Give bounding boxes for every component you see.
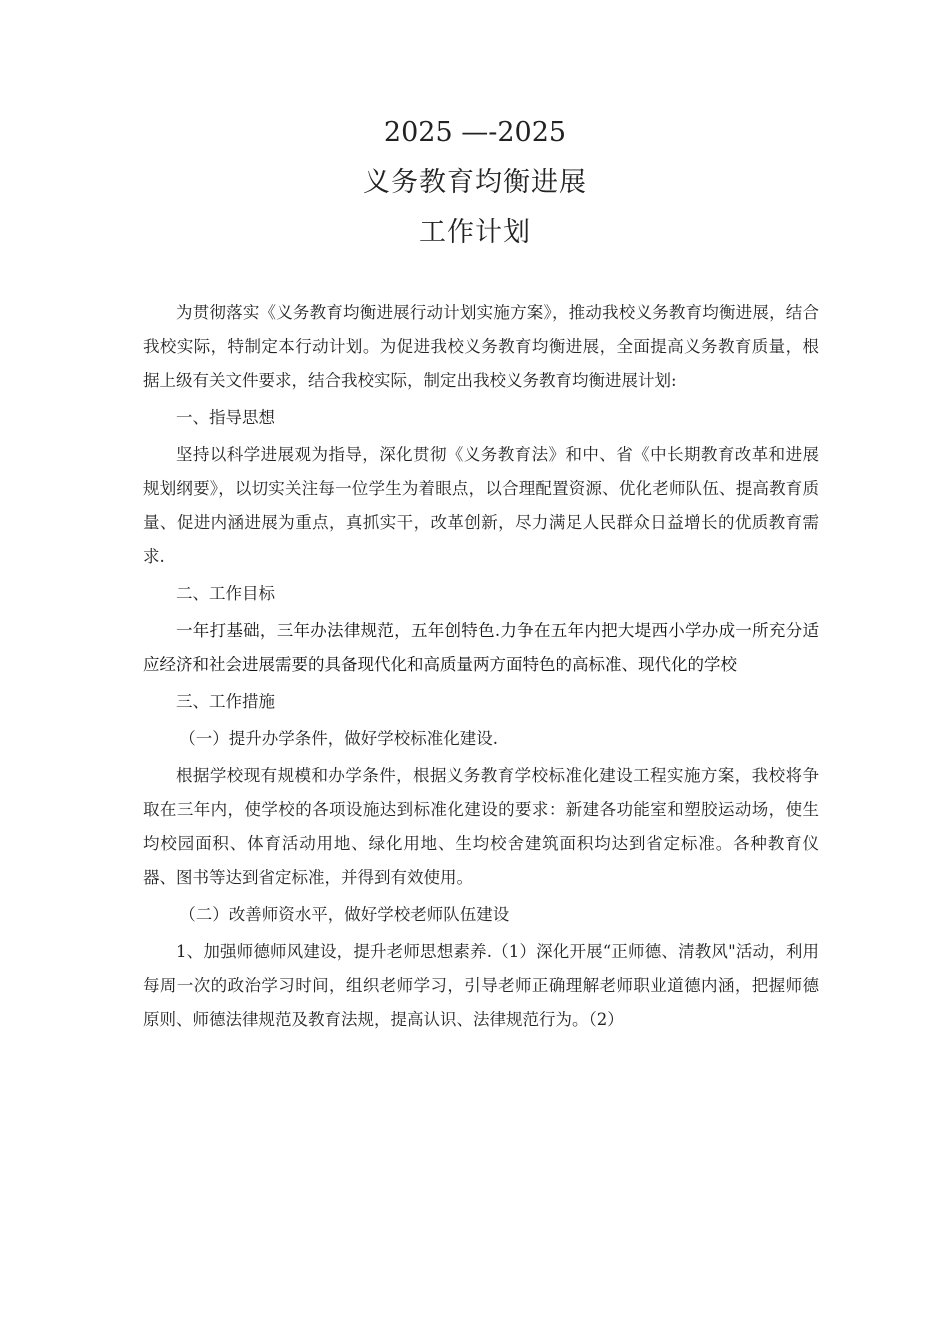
document-body bbox=[143, 296, 819, 1037]
subsection-heading-teacher-team: （二）改善师资水平，做好学校老师队伍建设 bbox=[179, 905, 510, 924]
intro-paragraph: 为贯彻落实《义务教育均衡进展行动计划实施方案》，推动我校义务教育均衡进展，结合我校实际，特制定本行动计划。为促进我校义务教育均衡进展，全面提高义务教育质量，根据上级有关文件要求，结合我校实际，制定出我校义务教育均衡进展计划: bbox=[143, 303, 819, 390]
title-type: 工作计划 bbox=[419, 217, 531, 248]
section-heading-guiding-thought: 一、指导思想 bbox=[176, 408, 275, 427]
document-title bbox=[0, 108, 950, 258]
guiding-thought-paragraph: 坚持以科学进展观为指导，深化贯彻《义务教育法》和中、省《中长期教育改革和进展规划纲要》，以切实关注每一位学生为着眼点，以合理配置资源、优化老师队伍、提高教育质量、促进内涵进展为重点，真抓实干，改革创新，尽力满足人民群众日益增长的优质教育需求. bbox=[143, 445, 819, 566]
subsection-heading-school-conditions: （一）提升办学条件，做好学校标准化建设. bbox=[179, 729, 499, 748]
teacher-team-paragraph: 1、加强师德师风建设，提升老师思想素养.（1）深化开展“正师德、清教风"活动，利用每周一次的政治学习时间，组织老师学习，引导老师正确理解老师职业道德内涵，把握师德原则、师德法律规范及教育法规，提高认识、法律规范行为。（2） bbox=[143, 942, 819, 1029]
section-heading-work-measures: 三、工作措施 bbox=[176, 692, 275, 711]
title-years: 2025 —-2025 bbox=[383, 117, 567, 148]
title-subject: 义务教育均衡进展 bbox=[363, 167, 587, 198]
work-goals-paragraph: 一年打基础，三年办法律规范，五年创特色.力争在五年内把大堤西小学办成一所充分适应经济和社会进展需要的具备现代化和高质量两方面特色的高标准、现代化的学校 bbox=[143, 621, 819, 674]
section-heading-work-goals: 二、工作目标 bbox=[176, 584, 275, 603]
school-conditions-paragraph: 根据学校现有规模和办学条件，根据义务教育学校标准化建设工程实施方案，我校将争取在三年内，使学校的各项设施达到标准化建设的要求：新建各功能室和塑胶运动场，使生均校园面积、体育活动用地、绿化用地、生均校舍建筑面积均达到省定标准。各种教育仪器、图书等达到省定标准，并得到有效使用。 bbox=[143, 766, 819, 887]
